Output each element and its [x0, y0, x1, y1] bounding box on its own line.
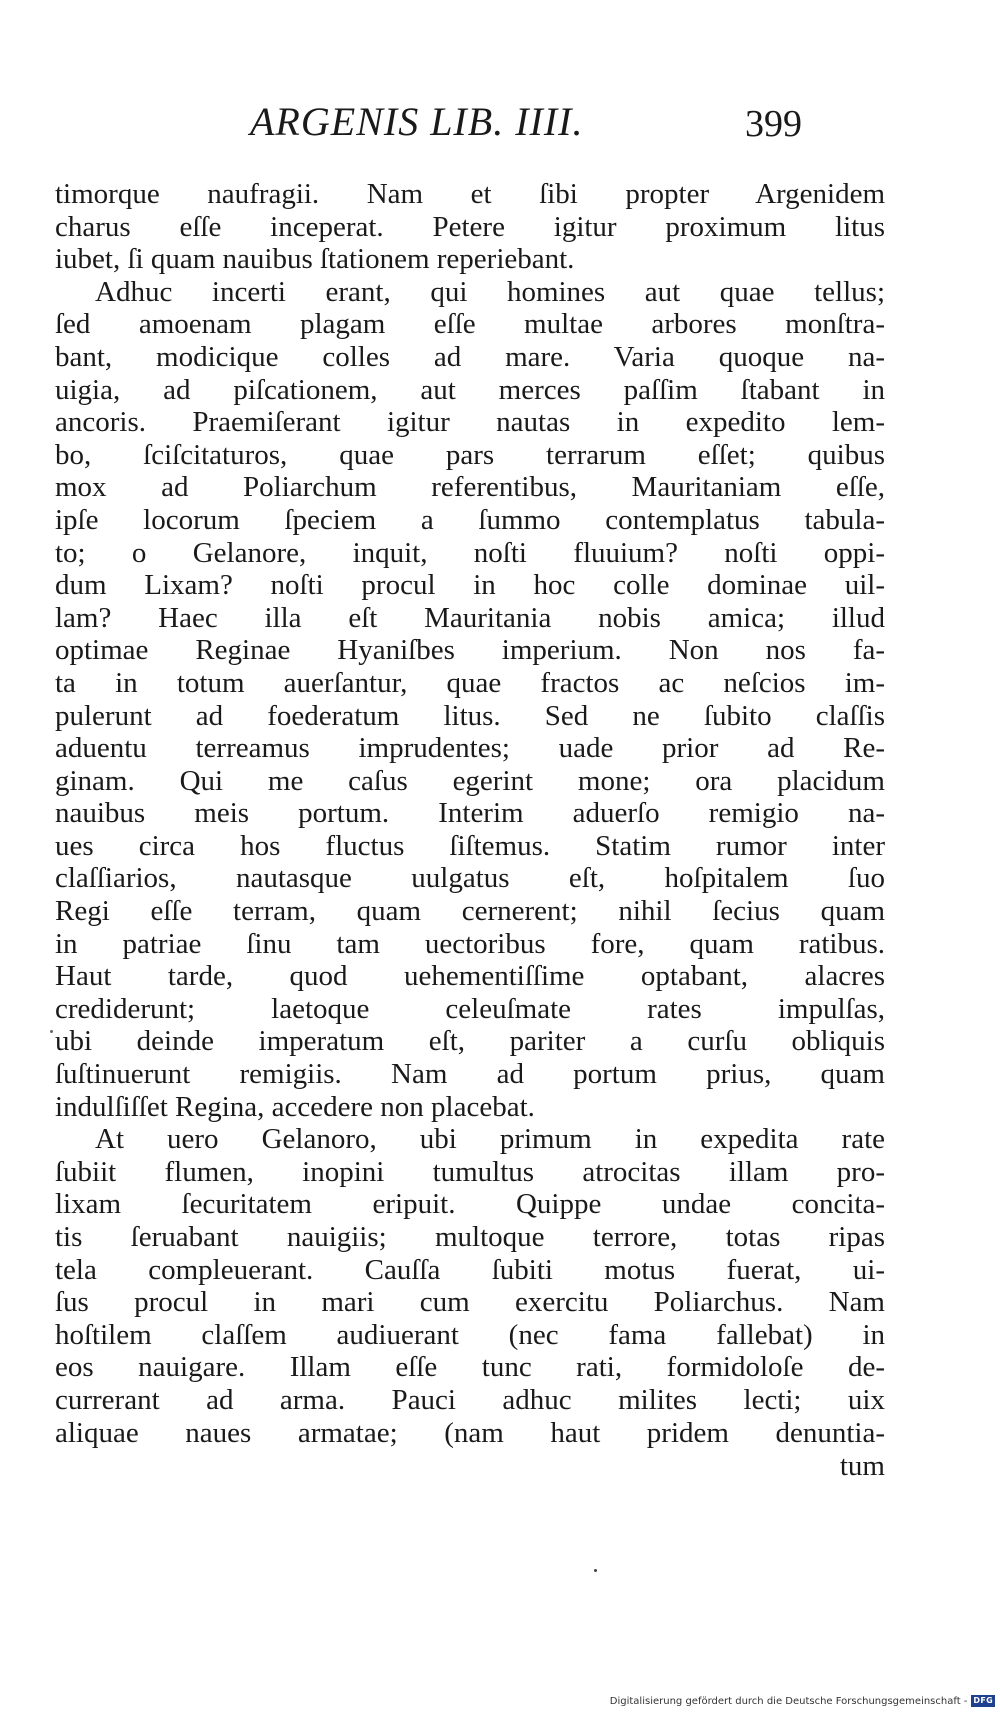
print-speck — [594, 1569, 597, 1572]
text-line: eos nauigare. Illam eſſe tunc rati, formidoloſe de- — [55, 1351, 885, 1384]
text-line: hoſtilem claſſem audiuerant (nec fama fallebat) in — [55, 1318, 885, 1351]
running-title: ARGENIS LIB. IIII. — [250, 99, 584, 144]
text-line: mox ad Poliarchum referentibus, Mauritaniam eſſe, — [55, 471, 885, 504]
text-line: Adhuc incerti erant, qui homines aut quae tellus; — [95, 275, 885, 308]
text-line: tis ſeruabant nauigiis; multoque terrore, totas ripas — [55, 1221, 885, 1253]
text-line: aduentu terreamus imprudentes; uade prior ad Re- — [55, 732, 885, 765]
text-line: indulſiſſet Regina, accedere non placebat. — [55, 1090, 535, 1123]
text-line: nauibus meis portum. Interim aduerſo remigio na- — [55, 797, 885, 830]
text-line: ginam. Qui me caſus egerint mone; ora placidum — [55, 764, 885, 797]
text-line: lixam ſecuritatem eripuit. Quippe undae concita- — [55, 1188, 885, 1221]
text-line: claſſiarios, nautasque uulgatus eſt, hoſpitalem ſuo — [55, 862, 885, 895]
text-line: bant, modicique colles ad mare. Varia quoque na- — [55, 340, 885, 373]
text-line: ues circa hos fluctus ſiſtemus. Statim rumor inter — [55, 829, 885, 862]
running-head — [240, 98, 840, 148]
text-line: optimae Reginae Hyaniſbes imperium. Non nos fa- — [55, 634, 885, 667]
text-line: bo, ſciſcitaturos, quae pars terrarum eſſet; quibus — [55, 438, 885, 471]
text-line: Haut tarde, quod uehementiſſime optabant, alacres — [55, 960, 885, 993]
dfg-logo-icon: DFG — [973, 1696, 993, 1705]
page-number: 399 — [745, 103, 802, 145]
text-line: ancoris. Praemiſerant igitur nautas in expedito lem- — [55, 406, 885, 439]
digitization-footer — [610, 1693, 995, 1709]
print-speck — [50, 1030, 53, 1033]
text-line: ta in totum auerſantur, quae fractos ac neſcios im- — [55, 666, 885, 699]
text-line: ubi deinde imperatum eſt, pariter a curſu obliquis — [55, 1025, 885, 1058]
text-line: dum Lixam? noſti procul in hoc colle dominae uil- — [55, 569, 885, 602]
digitization-credit: Digitalisierung gefördert durch die Deutsche Forschungsgemeinschaft - — [609, 1695, 968, 1707]
catchword: tum — [839, 1450, 885, 1483]
text-line: currerant ad arma. Pauci adhuc milites lecti; uix — [55, 1383, 885, 1416]
text-line: ipſe locorum ſpeciem a ſummo contemplatus tabula- — [55, 503, 885, 536]
text-line: aliquae naues armatae; (nam haut pridem denuntia- — [55, 1416, 885, 1449]
text-line: crediderunt; laetoque celeuſmate rates impulſas, — [55, 992, 885, 1025]
text-line: ſed amoenam plagam eſſe multae arbores monſtra- — [55, 308, 885, 341]
text-line: timorque naufragii. Nam et ſibi propter Argenidem — [55, 178, 885, 210]
text-line: ſus procul in mari cum exercitu Poliarchus. Nam — [55, 1286, 885, 1319]
text-line: At uero Gelanoro, ubi primum in expedita rate — [95, 1123, 885, 1156]
text-line: lam? Haec illa eſt Mauritania nobis amica; illud — [55, 601, 885, 634]
body-text — [55, 178, 885, 1483]
text-line: uigia, ad piſcationem, aut merces paſſim ſtabant in — [55, 373, 885, 406]
text-line: ſubiit flumen, inopini tumultus atrocitas illam pro- — [55, 1155, 885, 1188]
text-line: in patriae ſinu tam uectoribus fore, quam ratibus. — [55, 927, 885, 960]
text-line: charus eſſe inceperat. Petere igitur proximum litus — [55, 210, 885, 243]
text-line: ſuſtinuerunt remigiis. Nam ad portum prius, quam — [55, 1058, 885, 1091]
text-line: pulerunt ad foederatum litus. Sed ne ſubito claſſis — [55, 699, 885, 732]
text-line: tela compleuerant. Cauſſa ſubiti motus fuerat, ui- — [55, 1253, 885, 1286]
text-line: iubet, ſi quam nauibus ſtationem reperiebant. — [55, 243, 575, 276]
text-line: Regi eſſe terram, quam cernerent; nihil ſecius quam — [55, 895, 885, 928]
text-line: to; o Gelanore, inquit, noſti fluuium? noſti oppi- — [55, 536, 885, 569]
